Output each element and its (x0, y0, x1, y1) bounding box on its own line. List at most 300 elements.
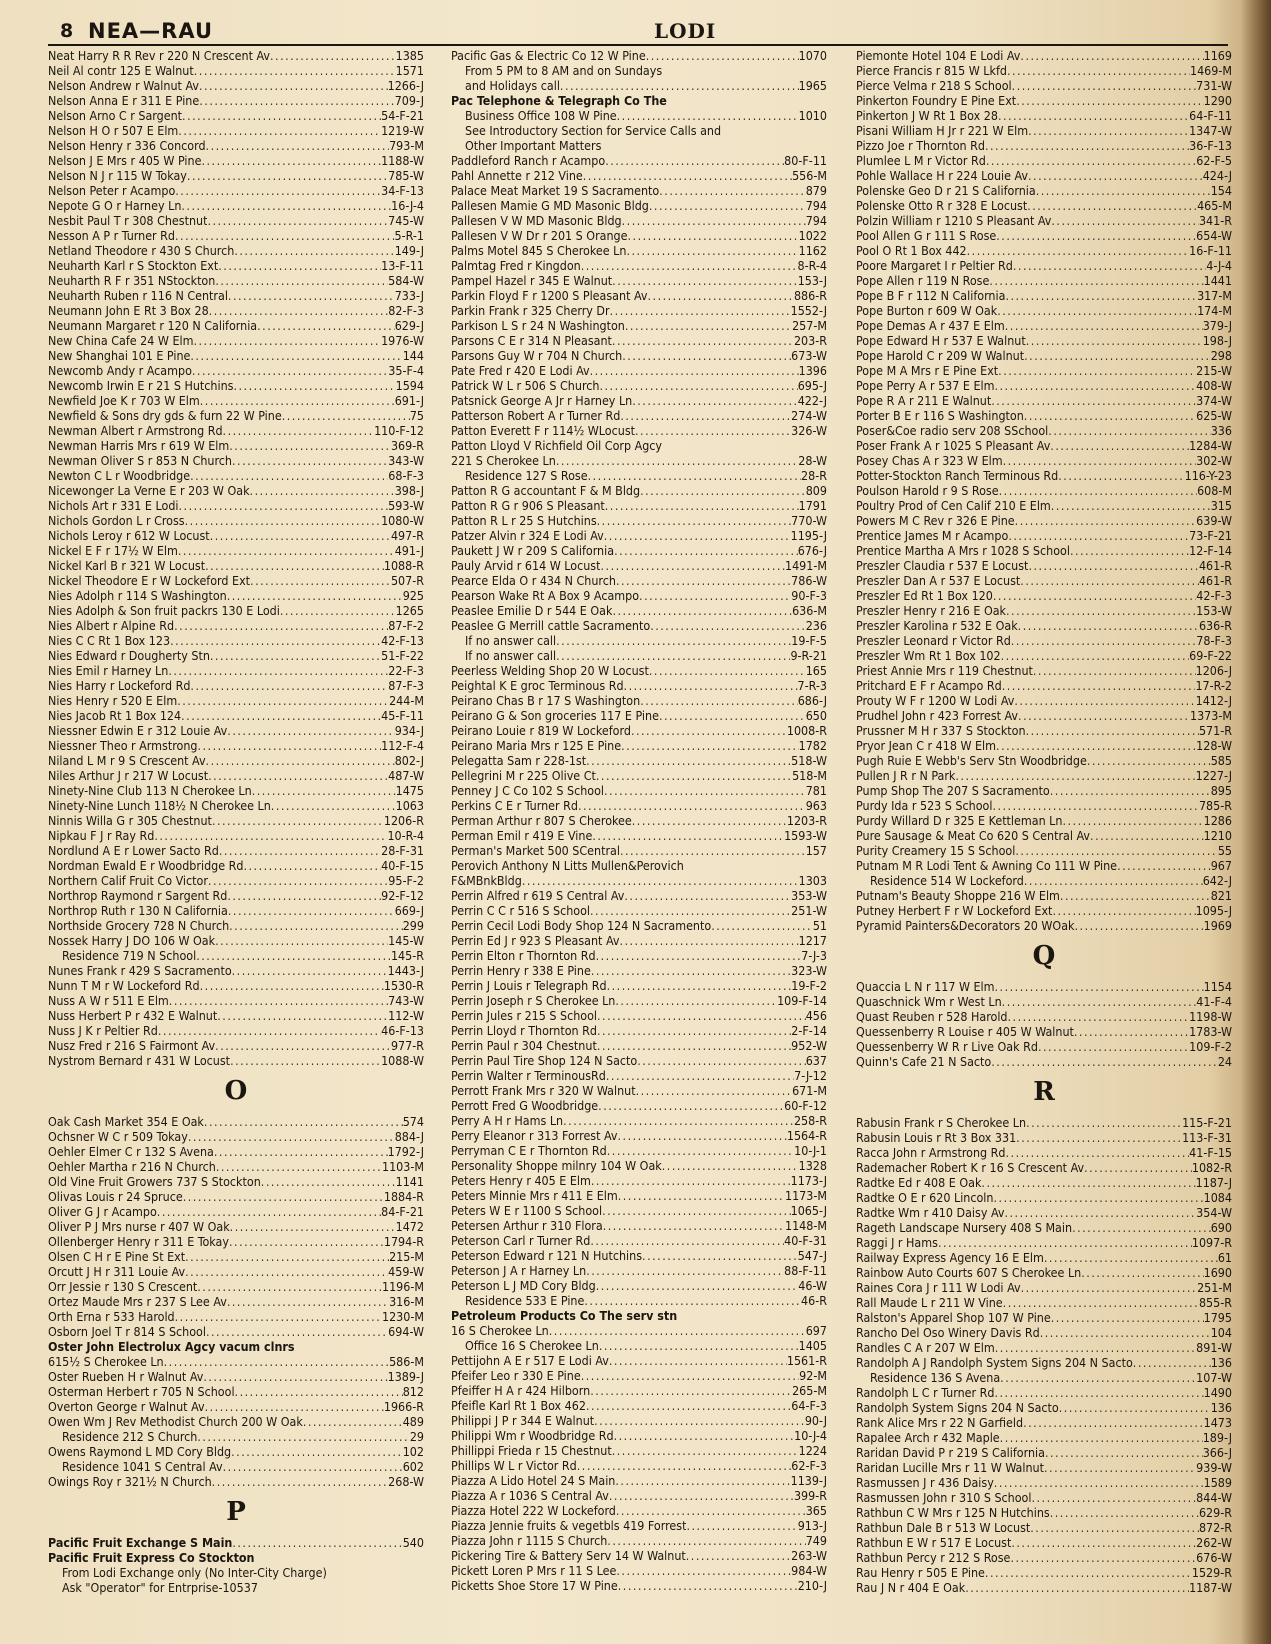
phone-number: 145-R (390, 948, 424, 963)
leader-dots (991, 1054, 1218, 1069)
leader-dots (1014, 693, 1195, 708)
listing-name: Neuharth R F r 351 NStockton (48, 273, 216, 288)
listing-entry (856, 994, 1232, 1009)
leader-dots (659, 183, 805, 198)
leader-dots (635, 423, 791, 438)
listing-name: and Holidays call (465, 78, 560, 93)
listing-name: Philippi J P r 344 E Walnut (451, 1413, 595, 1428)
listing-name: Parkison L S r 24 N Washington (451, 318, 625, 333)
listing-name: Orcutt J H r 311 Louie Av (48, 1264, 186, 1279)
listing-entry (48, 618, 424, 633)
listing-name: Railway Express Agency 16 E Elm (856, 1250, 1044, 1265)
leader-dots (188, 1129, 395, 1144)
leader-dots (1050, 1505, 1199, 1520)
phone-number: 13-F-11 (381, 258, 424, 273)
phone-number: 46-R (801, 1293, 827, 1308)
listing-name: Personality Shoppe milnry 104 W Oak (451, 1158, 662, 1173)
listing-name: Perrott Fred G Woodbridge (451, 1098, 599, 1113)
listing-entry (451, 138, 827, 153)
phone-number: 491-J (394, 543, 424, 558)
leader-dots (187, 168, 388, 183)
leader-dots (632, 813, 787, 828)
phone-number: 374-W (1196, 393, 1232, 408)
leader-dots (592, 828, 784, 843)
listing-name: Residence 719 N School (62, 948, 197, 963)
listing-entry (48, 663, 424, 678)
phone-number: 149-J (394, 243, 424, 258)
listing-name: Preszler Karolina r 532 E Oak (856, 618, 1018, 633)
phone-number: 1552-J (790, 303, 827, 318)
listing-name: Perry Eleanor r 313 Forrest Av (451, 1128, 618, 1143)
listing-name: Nuss Herbert P r 432 E Walnut (48, 1008, 218, 1023)
listing-entry (451, 963, 827, 978)
phone-number: 1088-R (383, 558, 424, 573)
listing-name: Perman's Market 500 SCentral (451, 843, 620, 858)
listing-name: Rabusin Louis r Rt 3 Box 331 (856, 1130, 1017, 1145)
phone-number: 144 (402, 348, 424, 363)
listing-name: Nelson Arno C r Sargent (48, 108, 183, 123)
leader-dots (591, 963, 791, 978)
listing-name: Radtke Wm r 410 Daisy Av (856, 1205, 1005, 1220)
listing-name: Philippi Wm r Woodbridge Rd (451, 1428, 614, 1443)
phone-number: 128-W (1196, 738, 1232, 753)
listing-entry (856, 828, 1232, 843)
leader-dots (229, 1234, 384, 1249)
leader-dots (586, 1398, 791, 1413)
listing-name: Potter-Stockton Ranch Terminous Rd (856, 468, 1059, 483)
listing-name: Rall Maude L r 211 W Vine (856, 1295, 1003, 1310)
listing-entry (856, 1520, 1232, 1535)
leader-dots (995, 1340, 1196, 1355)
leader-dots (223, 1459, 403, 1474)
listing-name: Pallesen Mamie G MD Masonic Bldg (451, 198, 649, 213)
listing-name: Newman Harris Mrs r 619 W Elm (48, 438, 230, 453)
leader-dots (1036, 183, 1211, 198)
leader-dots (1011, 633, 1196, 648)
listing-name: Pope Burton r 609 W Oak (856, 303, 998, 318)
listing-entry (451, 183, 827, 198)
listing-entry (451, 1278, 827, 1293)
listing-entry (48, 1309, 424, 1324)
listing-name: Perrin Cecil Lodi Body Shop 124 N Sacramento (451, 918, 712, 933)
leader-dots (711, 918, 813, 933)
listing-entry (48, 183, 424, 198)
phone-number: 1328 (798, 1158, 827, 1173)
listing-name: Rathbun Percy r 212 S Rose (856, 1550, 1011, 1565)
leader-dots (1048, 423, 1210, 438)
leader-dots (614, 543, 798, 558)
listing-entry (451, 243, 827, 258)
listing-name: Oliver P J Mrs nurse r 407 W Oak (48, 1219, 230, 1234)
listing-name: Northern Calif Fruit Co Victor (48, 873, 208, 888)
phone-number: 112-W (388, 1008, 424, 1023)
phone-number: 316-M (389, 1294, 424, 1309)
listing-name: Nies Emil r Harney Ln (48, 663, 169, 678)
leader-dots (618, 1188, 785, 1203)
leader-dots (622, 348, 791, 363)
listing-name: Pierce Francis r 815 W Lkfd (856, 63, 1007, 78)
phone-number: 1884-R (383, 1189, 424, 1204)
phone-number: 113-F-31 (1182, 1130, 1232, 1145)
listing-name: Quaccia L N r 117 W Elm (856, 979, 995, 994)
leader-dots (642, 1248, 798, 1263)
phone-number: 1196-M (381, 1279, 424, 1294)
listing-entry (48, 318, 424, 333)
listing-entry (856, 498, 1232, 513)
phone-number: 608-M (1197, 483, 1232, 498)
leader-dots (1044, 1460, 1196, 1475)
phone-number: 343-W (388, 453, 424, 468)
phone-number: 802-J (394, 753, 424, 768)
listing-name: Prussner M H r 337 S Stockton (856, 723, 1026, 738)
leader-dots (622, 213, 806, 228)
listing-name: Perrin Joseph r S Cherokee Ln (451, 993, 616, 1008)
listing-entry (856, 1505, 1232, 1520)
listing-name: Palace Meat Market 19 S Sacramento (451, 183, 660, 198)
listing-name: Paukett J W r 209 S California (451, 543, 615, 558)
listing-column-2 (451, 48, 827, 1593)
listing-name: Newton C L r Woodbridge (48, 468, 191, 483)
phone-number: 354-W (1196, 1205, 1232, 1220)
leader-dots (999, 483, 1197, 498)
phone-number: 952-W (791, 1038, 827, 1053)
leader-dots (955, 768, 1195, 783)
phone-number: 686-J (797, 693, 827, 708)
leader-dots (199, 93, 394, 108)
listing-name: Pauly Arvid r 614 W Locust (451, 558, 601, 573)
listing-entry (856, 513, 1232, 528)
listing-name: Powers M C Rev r 326 E Pine (856, 513, 1015, 528)
phone-number: 2-F-14 (791, 1023, 827, 1038)
leader-dots (203, 1369, 387, 1384)
listing-name: Pope Demas A r 437 E Elm (856, 318, 1005, 333)
phone-number: 136 (1210, 1355, 1232, 1370)
listing-entry (856, 693, 1232, 708)
leader-dots (175, 228, 395, 243)
listing-name: Pallesen V W Dr r 201 S Orange (451, 228, 628, 243)
leader-dots (1005, 318, 1203, 333)
listing-entry (48, 468, 424, 483)
phone-number: 1469-M (1189, 63, 1232, 78)
phone-number: 109-F-2 (1189, 1039, 1232, 1054)
listing-entry (48, 93, 424, 108)
listing-name: Nichols Art r 331 E Lodi (48, 498, 179, 513)
leader-dots (230, 1053, 381, 1068)
listing-entry (856, 1340, 1232, 1355)
leader-dots (616, 1563, 791, 1578)
listing-entry (48, 603, 424, 618)
leader-dots (1030, 1520, 1199, 1535)
listing-name: 221 S Cherokee Ln (451, 453, 556, 468)
phone-number: 369-R (390, 438, 424, 453)
leader-dots (170, 633, 381, 648)
listing-entry (48, 1144, 424, 1159)
listing-entry (856, 393, 1232, 408)
leader-dots (590, 1383, 792, 1398)
phone-number: 793-M (389, 138, 424, 153)
listing-entry (48, 1159, 424, 1174)
leader-dots (596, 768, 792, 783)
listing-entry (856, 303, 1232, 318)
listing-name: Penney J C Co 102 S School (451, 783, 605, 798)
leader-dots (1026, 1115, 1182, 1130)
leader-dots (522, 873, 799, 888)
leader-dots (605, 498, 799, 513)
phone-number: 19-F-2 (791, 978, 827, 993)
listing-name: Owings Roy r 321½ N Church (48, 1474, 212, 1489)
listing-entry (856, 783, 1232, 798)
listing-entry (856, 138, 1232, 153)
phone-number: 10-J-4 (794, 1428, 827, 1443)
listing-name: Putnam's Beauty Shoppe 216 W Elm (856, 888, 1060, 903)
leader-dots (1020, 48, 1203, 63)
listing-entry (856, 573, 1232, 588)
listing-name: Peirano Maria Mrs r 125 E Pine (451, 738, 622, 753)
listing-entry (451, 423, 827, 438)
listing-name: Pritchard E F r Acampo Rd (856, 678, 1002, 693)
leader-dots (612, 603, 792, 618)
listing-name: Pacific Fruit Express Co Stockton (48, 1550, 255, 1565)
leader-dots (626, 243, 798, 258)
leader-dots (271, 798, 396, 813)
phone-number: 69-F-22 (1189, 648, 1232, 663)
listing-name: 16 S Cherokee Ln (451, 1323, 549, 1338)
listing-entry (451, 633, 827, 648)
leader-dots (204, 1114, 403, 1129)
listing-entry (451, 1038, 827, 1053)
leader-dots (175, 183, 381, 198)
phone-number: 690 (1210, 1220, 1232, 1235)
listing-name: Nesbit Paul T r 308 Chestnut (48, 213, 208, 228)
listing-name: Prudhel John r 423 Forrest Av (856, 708, 1019, 723)
phone-number: 695-J (797, 378, 827, 393)
listing-name: Newfield & Sons dry gds & furn 22 W Pine (48, 408, 282, 423)
phone-number: 42-F-3 (1196, 588, 1232, 603)
listing-name: Rank Alice Mrs r 22 N Garfield (856, 1415, 1024, 1430)
listing-name: Pisani William H Jr r 221 W Elm (856, 123, 1029, 138)
listing-entry (451, 408, 827, 423)
phone-number: 24 (1217, 1054, 1232, 1069)
phone-number: 637 (805, 1053, 827, 1068)
listing-entry (451, 393, 827, 408)
listing-name: Nepote G O r Harney Ln (48, 198, 182, 213)
phone-number: 302-W (1196, 453, 1232, 468)
leader-dots (193, 333, 381, 348)
leader-dots (174, 618, 388, 633)
listing-name: Pinkerton Foundry E Pine Ext (856, 93, 1017, 108)
leader-dots (206, 138, 390, 153)
leader-dots (603, 1218, 785, 1233)
leader-dots (604, 528, 791, 543)
listing-name: Nies Henry r 520 E Elm (48, 693, 178, 708)
listing-name: Neumann John E Rt 3 Box 28 (48, 303, 209, 318)
phone-number: 770-W (791, 513, 827, 528)
leader-dots (200, 978, 384, 993)
phone-number: 215-M (389, 1249, 424, 1264)
phone-number: 110-F-12 (374, 423, 424, 438)
listing-name: Nystrom Bernard r 431 W Locust (48, 1053, 231, 1068)
phone-number: 73-F-21 (1189, 528, 1232, 543)
leader-dots (967, 243, 1190, 258)
leader-dots (209, 303, 389, 318)
listing-entry (48, 513, 424, 528)
listing-name: Ralston's Apparel Shop 107 W Pine (856, 1310, 1051, 1325)
listing-name: Rageth Landscape Nursery 408 S Main (856, 1220, 1073, 1235)
listing-name: Pool Allen G r 111 S Rose (856, 228, 997, 243)
listing-name: Perman Arthur r 807 S Cherokee (451, 813, 632, 828)
listing-entry (48, 303, 424, 318)
listing-entry (451, 948, 827, 963)
section-letter-heading: P (226, 1497, 246, 1527)
listing-name: Pfeiffer H A r 424 Hilborn (451, 1383, 591, 1398)
phone-number: 1203-R (786, 813, 827, 828)
phone-number: 29 (409, 1429, 424, 1444)
phone-number: 9-R-21 (790, 648, 827, 663)
phone-number: 809 (805, 483, 827, 498)
listing-entry (856, 468, 1232, 483)
listing-name: Pinkerton J W Rt 1 Box 28 (856, 108, 998, 123)
listing-entry (856, 273, 1232, 288)
leader-dots (1081, 1265, 1203, 1280)
leader-dots (1018, 708, 1190, 723)
listing-name: Pyramid Painters&Decorators 20 WOak (856, 918, 1075, 933)
leader-dots (157, 1204, 381, 1219)
phone-number: 487-W (388, 768, 424, 783)
leader-dots (206, 753, 395, 768)
phone-number: 731-W (1196, 78, 1232, 93)
listing-name: Perrin Paul Tire Shop 124 N Sacto (451, 1053, 638, 1068)
listing-name: Perrin J Louis r Telegraph Rd (451, 978, 607, 993)
phone-number: 1080-W (381, 513, 424, 528)
listing-name: Raridan Lucille Mrs r 11 W Walnut (856, 1460, 1044, 1475)
listing-entry (48, 453, 424, 468)
phone-number: 844-W (1196, 1490, 1232, 1505)
leader-dots (1023, 1415, 1204, 1430)
listing-name: Ortez Maude Mrs r 237 S Lee Av (48, 1294, 227, 1309)
leader-dots (1062, 813, 1203, 828)
phone-number: 625-W (1196, 408, 1232, 423)
phone-number: 116-Y-23 (1184, 468, 1232, 483)
listing-entry (451, 1263, 827, 1278)
listing-entry (856, 423, 1232, 438)
phone-number: 1284-W (1189, 438, 1232, 453)
listing-name: Residence 212 S Church (62, 1429, 198, 1444)
phone-number: 895 (1210, 783, 1232, 798)
listing-entry (48, 843, 424, 858)
listing-entry (48, 108, 424, 123)
phone-number: 1148-M (784, 1218, 827, 1233)
listing-entry (856, 888, 1232, 903)
phone-number: 399-R (793, 1488, 827, 1503)
leader-dots (599, 378, 797, 393)
listing-name: Nordlund A E r Lower Sacto Rd (48, 843, 219, 858)
listing-name: Peaslee G Merrill cattle Sacramento (451, 618, 651, 633)
leader-dots (993, 588, 1196, 603)
listing-entry (856, 153, 1232, 168)
listing-entry (856, 678, 1232, 693)
listing-name: Business Office 108 W Pine (465, 108, 617, 123)
listing-entry (451, 663, 827, 678)
listing-name: Rapalee Arch r 432 Maple (856, 1430, 1000, 1445)
phone-number: 379-J (1202, 318, 1232, 333)
phone-number: 1162 (798, 243, 827, 258)
listing-name: Peirano G & Son groceries 117 E Pine (451, 708, 659, 723)
listing-entry (856, 858, 1232, 873)
phone-number: 1412-J (1195, 693, 1232, 708)
phone-number: 639-W (1196, 513, 1232, 528)
leader-dots (996, 228, 1196, 243)
phone-number: 1139-J (790, 1473, 827, 1488)
listing-entry (48, 678, 424, 693)
leader-dots (197, 1429, 409, 1444)
listing-name: Nelson H O r 507 E Elm (48, 123, 179, 138)
leader-dots (1010, 1550, 1196, 1565)
leader-dots (649, 663, 806, 678)
phone-number: 1529-R (1191, 1565, 1232, 1580)
listing-entry (451, 483, 827, 498)
leader-dots (1059, 1400, 1211, 1415)
listing-entry (451, 903, 827, 918)
phone-number: 574 (402, 1114, 424, 1129)
leader-dots (223, 423, 375, 438)
leader-dots (1000, 1370, 1196, 1385)
leader-dots (233, 378, 395, 393)
phone-number: 1065-J (790, 1203, 827, 1218)
leader-dots (607, 1143, 794, 1158)
leader-dots (995, 979, 1204, 994)
leader-dots (208, 768, 388, 783)
listing-name: Ninety-Nine Lunch 118½ N Cherokee Ln (48, 798, 271, 813)
listing-entry (451, 288, 827, 303)
listing-entry (48, 228, 424, 243)
listing-entry (48, 828, 424, 843)
phone-number: 733-J (394, 288, 424, 303)
listing-name: Peterson Edward r 121 N Hutchins (451, 1248, 643, 1263)
phone-number: 1490 (1203, 1385, 1232, 1400)
listing-entry (451, 933, 827, 948)
leader-dots (190, 678, 388, 693)
leader-dots (1016, 93, 1203, 108)
phone-number: 16-F-11 (1189, 243, 1232, 258)
listing-entry (856, 1445, 1232, 1460)
phone-number: 1795 (1203, 1310, 1232, 1325)
listing-entry (48, 1264, 424, 1279)
listing-entry (856, 183, 1232, 198)
listing-entry (856, 588, 1232, 603)
listing-name: Owens Raymond L MD Cory Bldg (48, 1444, 232, 1459)
leader-dots (280, 603, 396, 618)
leader-dots (1072, 1220, 1211, 1235)
leader-dots (609, 1353, 787, 1368)
leader-dots (1008, 528, 1189, 543)
listing-entry (48, 198, 424, 213)
listing-name: Pacific Gas & Electric Co 12 W Pine (451, 48, 646, 63)
leader-dots (577, 1458, 792, 1473)
listing-name: Piazza A Lido Hotel 24 S Main (451, 1473, 616, 1488)
listing-name: Peaslee Emilie D r 544 E Oak (451, 603, 613, 618)
phone-number: 489 (402, 1414, 424, 1429)
leader-dots (232, 963, 388, 978)
leader-dots (1051, 498, 1211, 513)
listing-entry (856, 1130, 1232, 1145)
listing-entry (48, 498, 424, 513)
phone-number: 967 (1210, 858, 1232, 873)
leader-dots (168, 663, 388, 678)
listing-name: Nies Adolph r 114 S Washington (48, 588, 227, 603)
listing-name: Purdy Willard D r 325 E Kettleman Ln (856, 813, 1063, 828)
listing-entry (48, 543, 424, 558)
phone-number: 60-F-12 (784, 1098, 827, 1113)
